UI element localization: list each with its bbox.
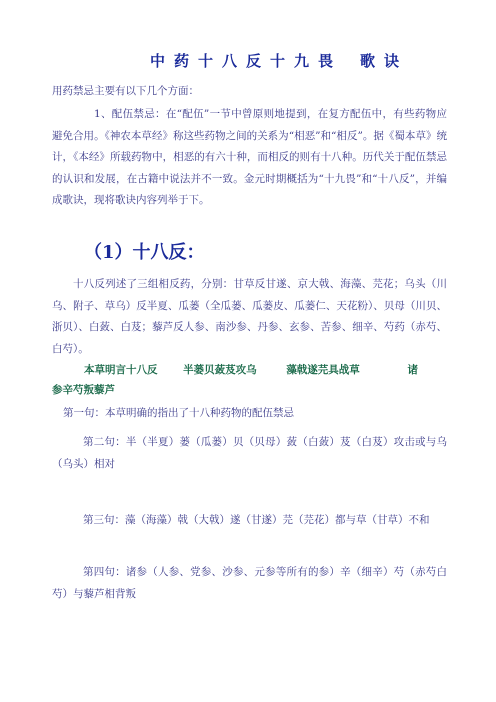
verse-phrase-2: 半蒌贝蔹芨攻乌: [183, 364, 257, 376]
verse-phrase-4: 诸: [407, 364, 418, 376]
explanation-line-1: 第一句：本草明确的指出了十八种药物的配伍禁忌: [63, 407, 294, 419]
section-heading-eighteen-antagonisms: （1）十八反：: [84, 242, 205, 263]
explanation-line-4: 第四句：诸参（人参、党参、沙参、元参等所有的参）辛（细辛）芍（赤芍白芍）与藜芦相背叛: [52, 566, 447, 600]
title-main: 中药十八反十九畏: [150, 52, 343, 70]
page-title: [150, 50, 408, 71]
explanation-line-2: 第二句：半（半夏）蒌（瓜蒌）贝（贝母）蔹（白蔹）芨（白芨）攻击或与乌（乌头）相对: [52, 436, 447, 470]
verse-line-2: [52, 382, 115, 397]
verse-phrase-1: 本草明言十八反: [84, 364, 158, 376]
explanation-line-3: 第三句：藻（海藻）戟（大戟）遂（甘遂）芫（芫花）都与草（甘草）不和: [83, 514, 430, 526]
verse-line-1: [84, 362, 418, 377]
paragraph-eighteen-antagonisms: 十八反列述了三组相反药，分别：甘草反甘遂、京大戟、海藻、芫花；乌头（川乌、附子、草乌）反半夏、瓜蒌（全瓜蒌、瓜蒌皮、瓜蒌仁、天花粉）、贝母（川贝、浙贝）、白蔹、白芨；藜芦反人参、南沙参、丹参、玄参、苦参、细辛、芍药（赤芍、白芍）。: [52, 278, 447, 355]
verse-phrase-3: 藻戟遂芫具战草: [286, 364, 360, 376]
paragraph-compat-taboo: 1、配伍禁忌：在“配伍”一节中曾原则地提到，在复方配伍中，有些药物应避免合用。《神农本草经》称这些药物之间的关系为“相恶”和“相反”。据《蜀本草》统计，《本经》所载药物中，相恶的有六十种，而相反的则有十八种。历代关于配伍禁忌的认识和发展，在古籍中说法并不一致。金元时期概括为“十九畏”和“十八反”，并编成歌诀，现将歌诀内容列举于下。: [52, 108, 447, 206]
verse-phrase-5: 参辛芍叛藜芦: [52, 384, 115, 396]
title-suffix: 歌诀: [360, 52, 409, 70]
intro-text: 用药禁忌主要有以下几个方面：: [52, 85, 199, 97]
